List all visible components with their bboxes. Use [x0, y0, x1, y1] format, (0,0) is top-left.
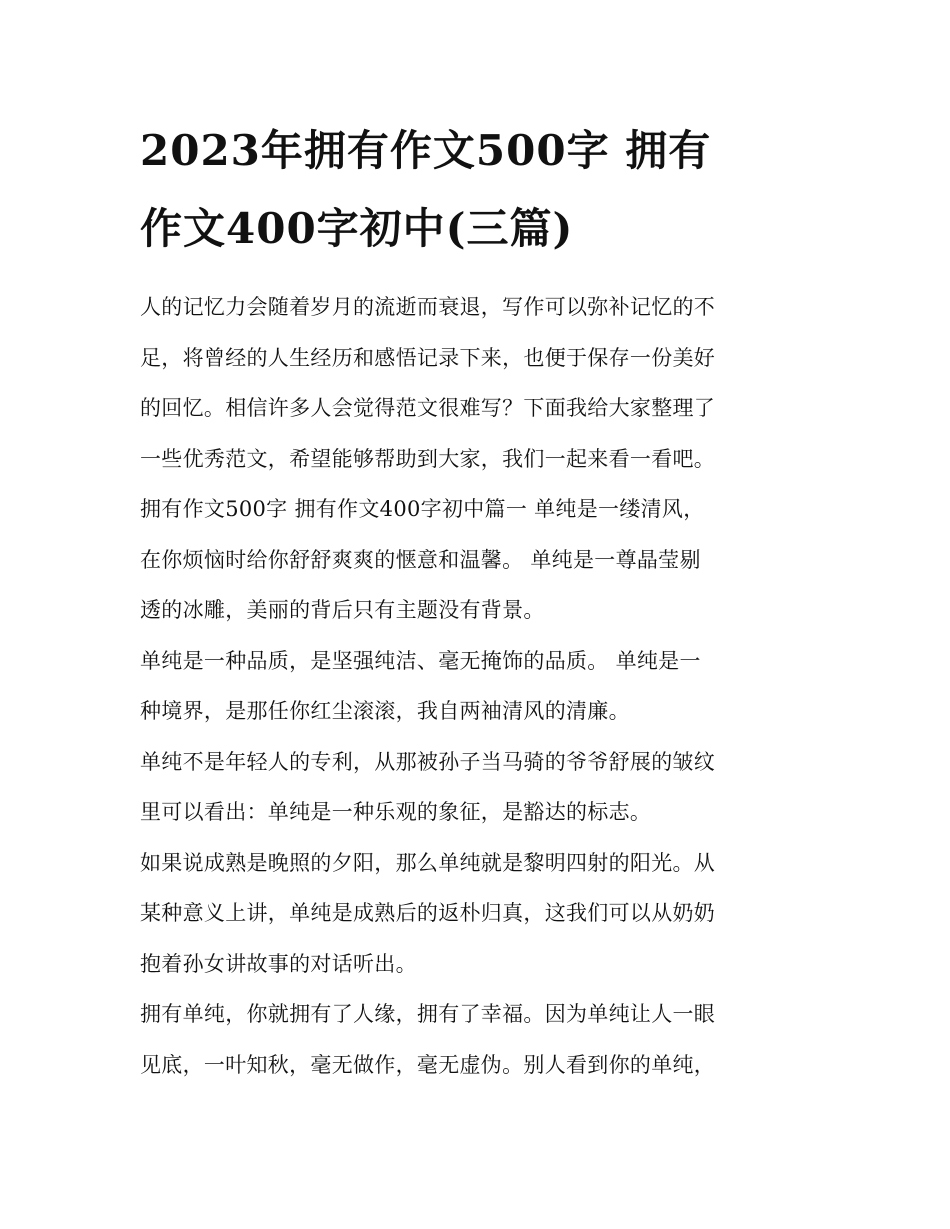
document-title	[140, 112, 820, 268]
text-line: 在你烦恼时给你舒舒爽爽的惬意和温馨。 单纯是一尊晶莹剔	[140, 547, 701, 572]
text-line: 的回忆。相信许多人会觉得范文很难写？下面我给大家整理了	[140, 396, 716, 420]
text-line: 如果说成熟是晚照的夕阳，那么单纯就是黎明四射的阳光。从	[140, 850, 716, 875]
text-line: 单纯是一种品质，是坚强纯洁、毫无掩饰的品质。 单纯是一	[140, 648, 701, 673]
text-line: 某种意义上讲，单纯是成熟后的返朴归真，这我们可以从奶奶	[140, 901, 716, 925]
title-line: 作文400字初中(三篇)	[140, 204, 574, 253]
text-line: 拥有作文500字 拥有作文400字初中篇一 单纯是一缕清风，	[140, 497, 705, 521]
text-line: 拥有单纯，你就拥有了人缘，拥有了幸福。因为单纯让人一眼	[140, 1002, 716, 1026]
body-paragraph	[140, 989, 820, 1090]
text-line: 人的记忆力会随着岁月的流逝而衰退，写作可以弥补记忆的不	[140, 295, 716, 319]
body-paragraph	[140, 737, 820, 838]
text-line: 一些优秀范文，希望能够帮助到大家，我们一起来看一看吧。	[140, 446, 716, 471]
intro-paragraph	[140, 282, 820, 484]
body-paragraph	[140, 838, 820, 990]
text-line: 足，将曾经的人生经历和感悟记录下来，也便于保存一份美好	[140, 345, 716, 370]
title-line: 2023年拥有作文500字 拥有	[140, 126, 712, 175]
body-paragraph	[140, 636, 820, 737]
text-line: 种境界，是那任你红尘滚滚，我自两袖清风的清廉。	[140, 699, 630, 723]
text-line: 见底，一叶知秋，毫无做作，毫无虚伪。别人看到你的单纯，	[140, 1052, 716, 1077]
text-line: 里可以看出：单纯是一种乐观的象征，是豁达的标志。	[140, 800, 652, 824]
document-content	[140, 112, 820, 1090]
text-line: 透的冰雕，美丽的背后只有主题没有背景。	[140, 598, 545, 622]
text-line: 抱着孙女讲故事的对话听出。	[140, 951, 417, 976]
body-paragraph	[140, 484, 820, 636]
text-line: 单纯不是年轻人的专利，从那被孙子当马骑的爷爷舒展的皱纹	[140, 749, 716, 774]
